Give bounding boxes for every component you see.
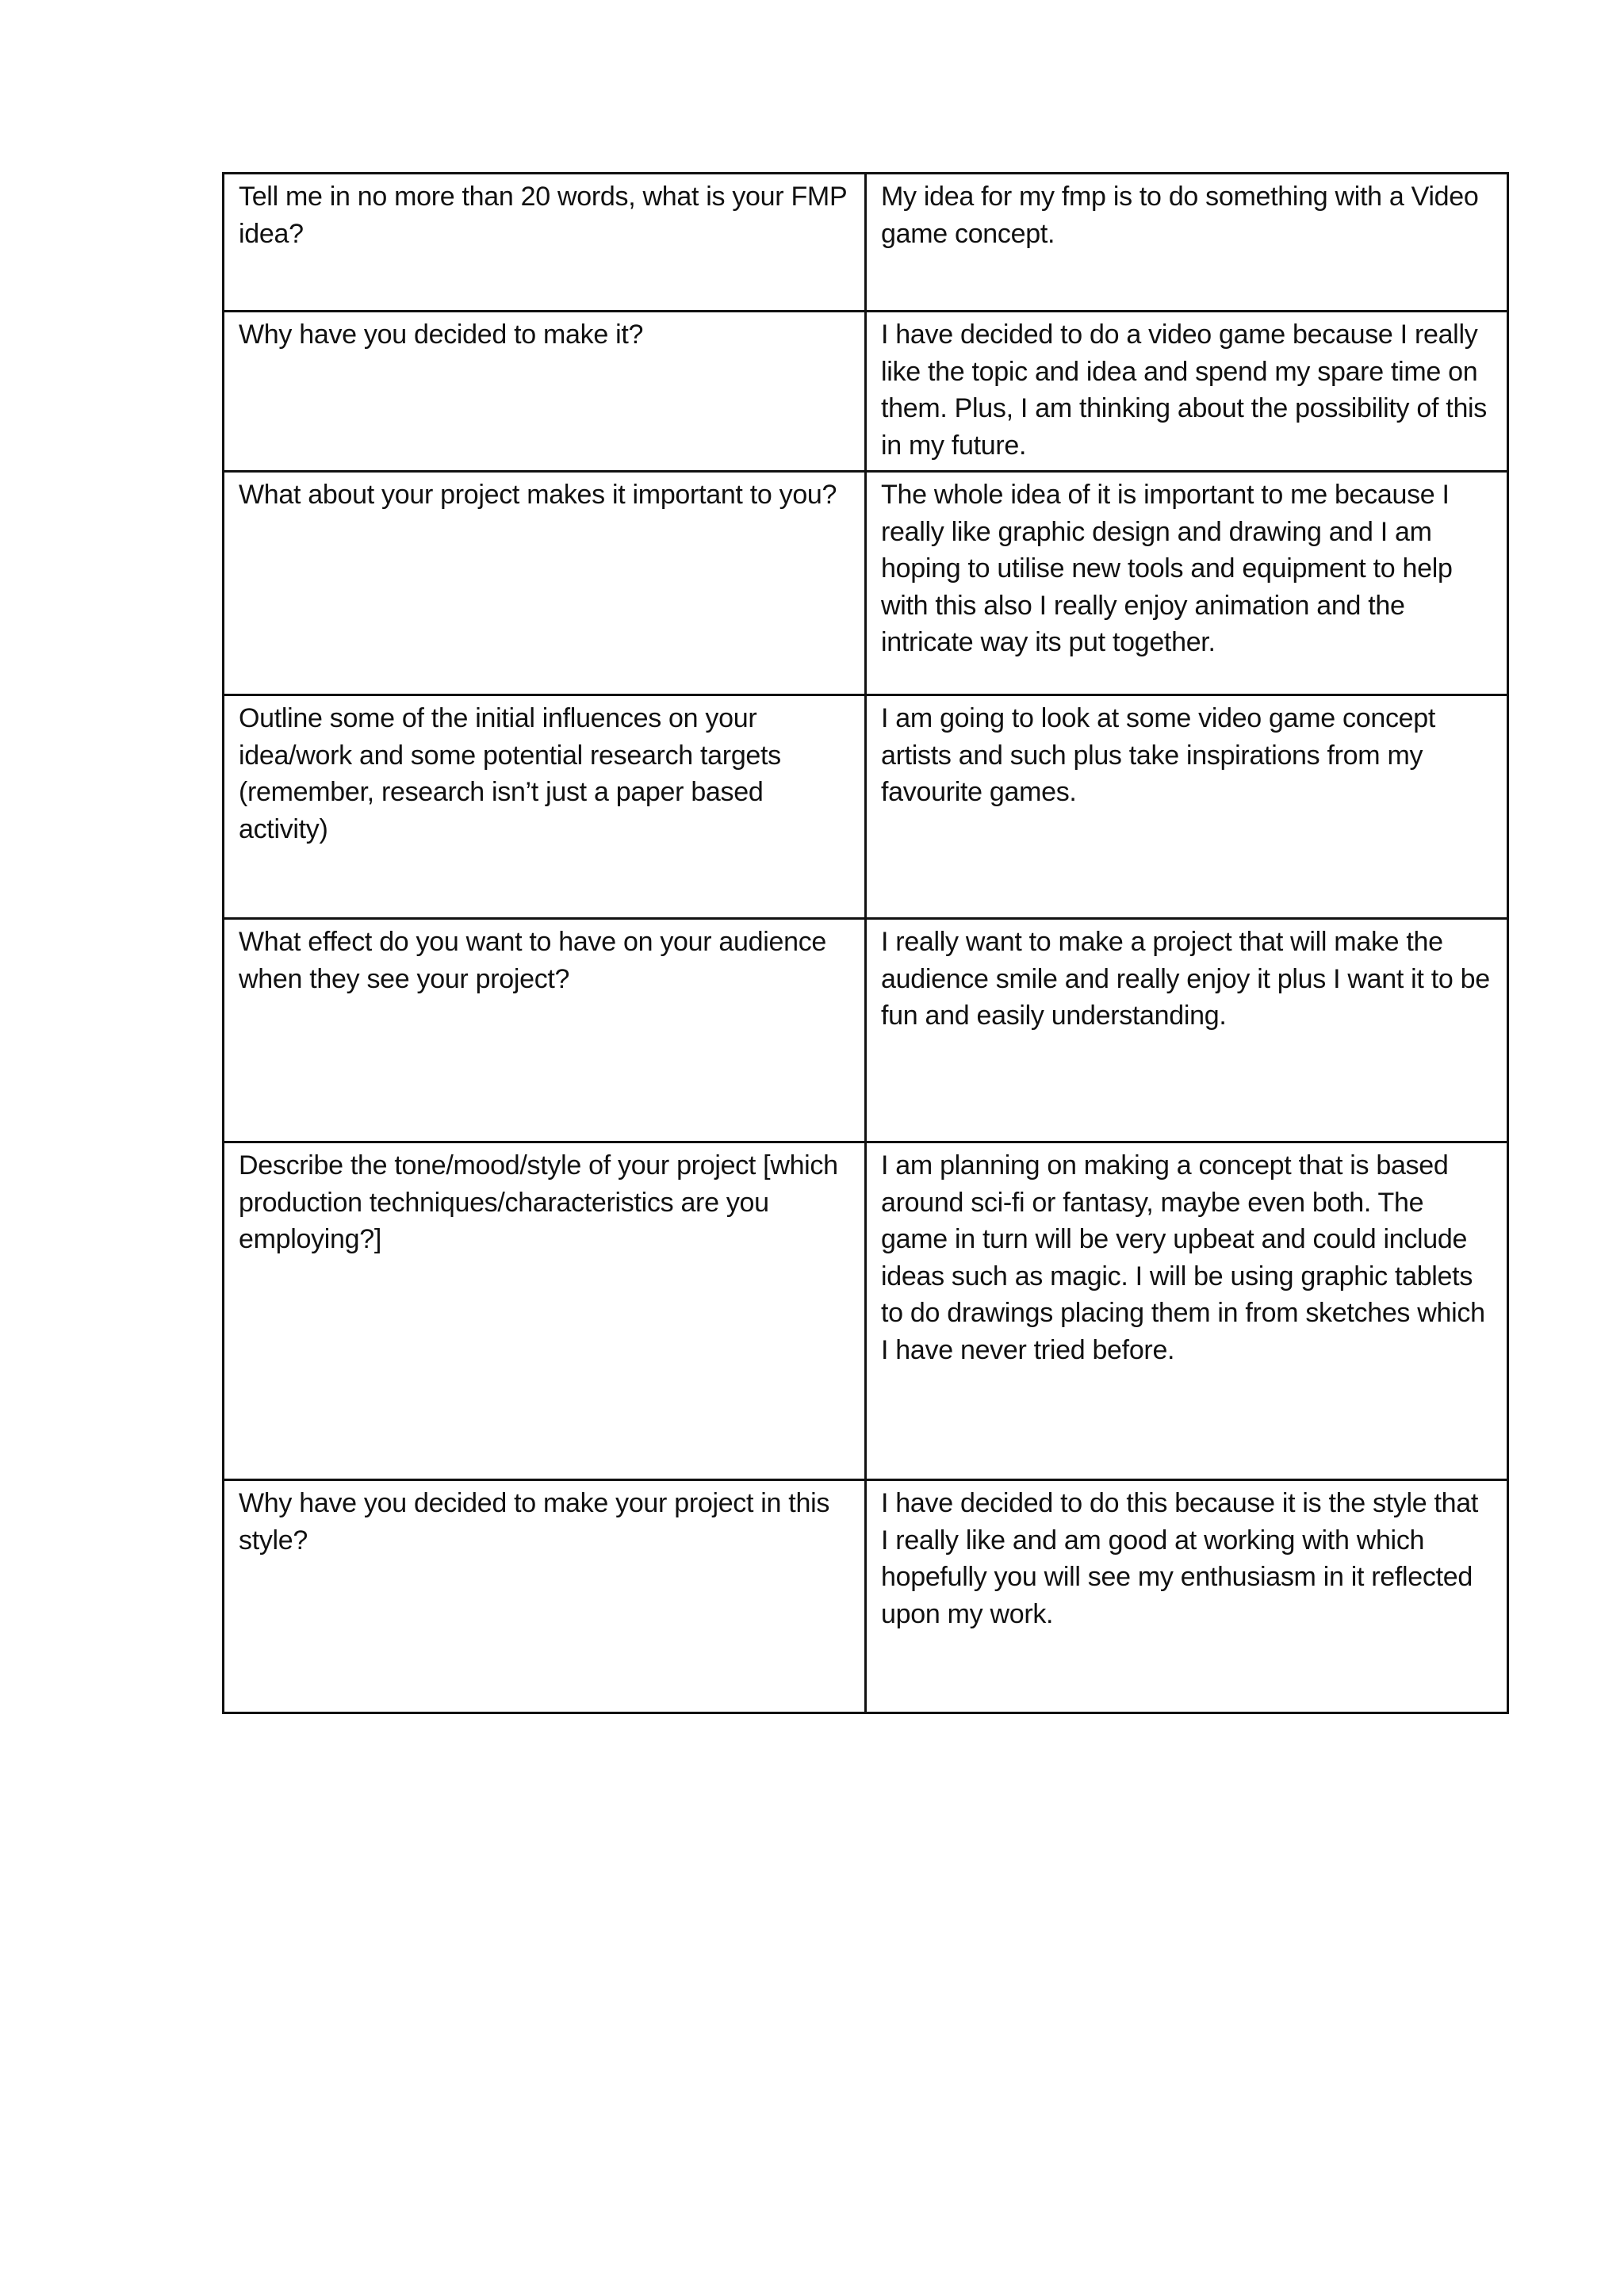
question-text: Describe the tone/mood/style of your project [which production techniques/characteristics are you employing?] bbox=[239, 1150, 838, 1254]
answer-text: My idea for my fmp is to do something with a Video game concept. bbox=[881, 182, 1479, 249]
answer-cell bbox=[866, 174, 1508, 312]
question-cell bbox=[224, 1142, 866, 1480]
answer-cell bbox=[866, 1142, 1508, 1480]
question-text: Why have you decided to make it? bbox=[239, 320, 644, 350]
table-row bbox=[224, 472, 1508, 695]
answer-text: I am planning on making a concept that is based around sci-fi or fantasy, maybe even both. The game in turn will be very upbeat and could include ideas such as magic. I will be using graphic tablets to do drawings placing them in from sketches which I have never tried before. bbox=[881, 1150, 1485, 1365]
question-text: Outline some of the initial influences on your idea/work and some potential research targets (remember, research isn’t just a paper based activity) bbox=[239, 703, 781, 844]
question-cell bbox=[224, 472, 866, 695]
question-text: What about your project makes it important to you? bbox=[239, 480, 837, 510]
answer-text: I have decided to do this because it is the style that I really like and am good at working with which hopefully you will see my enthusiasm in it reflected upon my work. bbox=[881, 1488, 1479, 1629]
question-text: Tell me in no more than 20 words, what is your FMP idea? bbox=[239, 182, 847, 249]
table-row bbox=[224, 919, 1508, 1142]
question-text: What effect do you want to have on your audience when they see your project? bbox=[239, 927, 827, 994]
answer-text: I have decided to do a video game because I really like the topic and idea and spend my spare time on them. Plus, I am thinking about the possibility of this in my future. bbox=[881, 320, 1488, 461]
table-row bbox=[224, 1480, 1508, 1713]
question-cell bbox=[224, 174, 866, 312]
question-cell bbox=[224, 1480, 866, 1713]
answer-cell bbox=[866, 1480, 1508, 1713]
answer-text: I am going to look at some video game concept artists and such plus take inspirations from my favourite games. bbox=[881, 703, 1436, 807]
table-row bbox=[224, 312, 1508, 472]
question-cell bbox=[224, 312, 866, 472]
table-row bbox=[224, 1142, 1508, 1480]
table-row bbox=[224, 174, 1508, 312]
table-row bbox=[224, 695, 1508, 919]
answer-cell bbox=[866, 695, 1508, 919]
answer-cell bbox=[866, 919, 1508, 1142]
answer-text: The whole idea of it is important to me because I really like graphic design and drawing and I am hoping to utilise new tools and equipment to help with this also I really enjoy animation and the intricate way its put together. bbox=[881, 480, 1453, 657]
answer-cell bbox=[866, 472, 1508, 695]
answer-cell bbox=[866, 312, 1508, 472]
question-cell bbox=[224, 695, 866, 919]
answer-text: I really want to make a project that will make the audience smile and really enjoy it plus I want it to be fun and easily understanding. bbox=[881, 927, 1490, 1031]
fmp-question-table bbox=[222, 172, 1509, 1714]
question-text: Why have you decided to make your project in this style? bbox=[239, 1488, 830, 1556]
question-cell bbox=[224, 919, 866, 1142]
